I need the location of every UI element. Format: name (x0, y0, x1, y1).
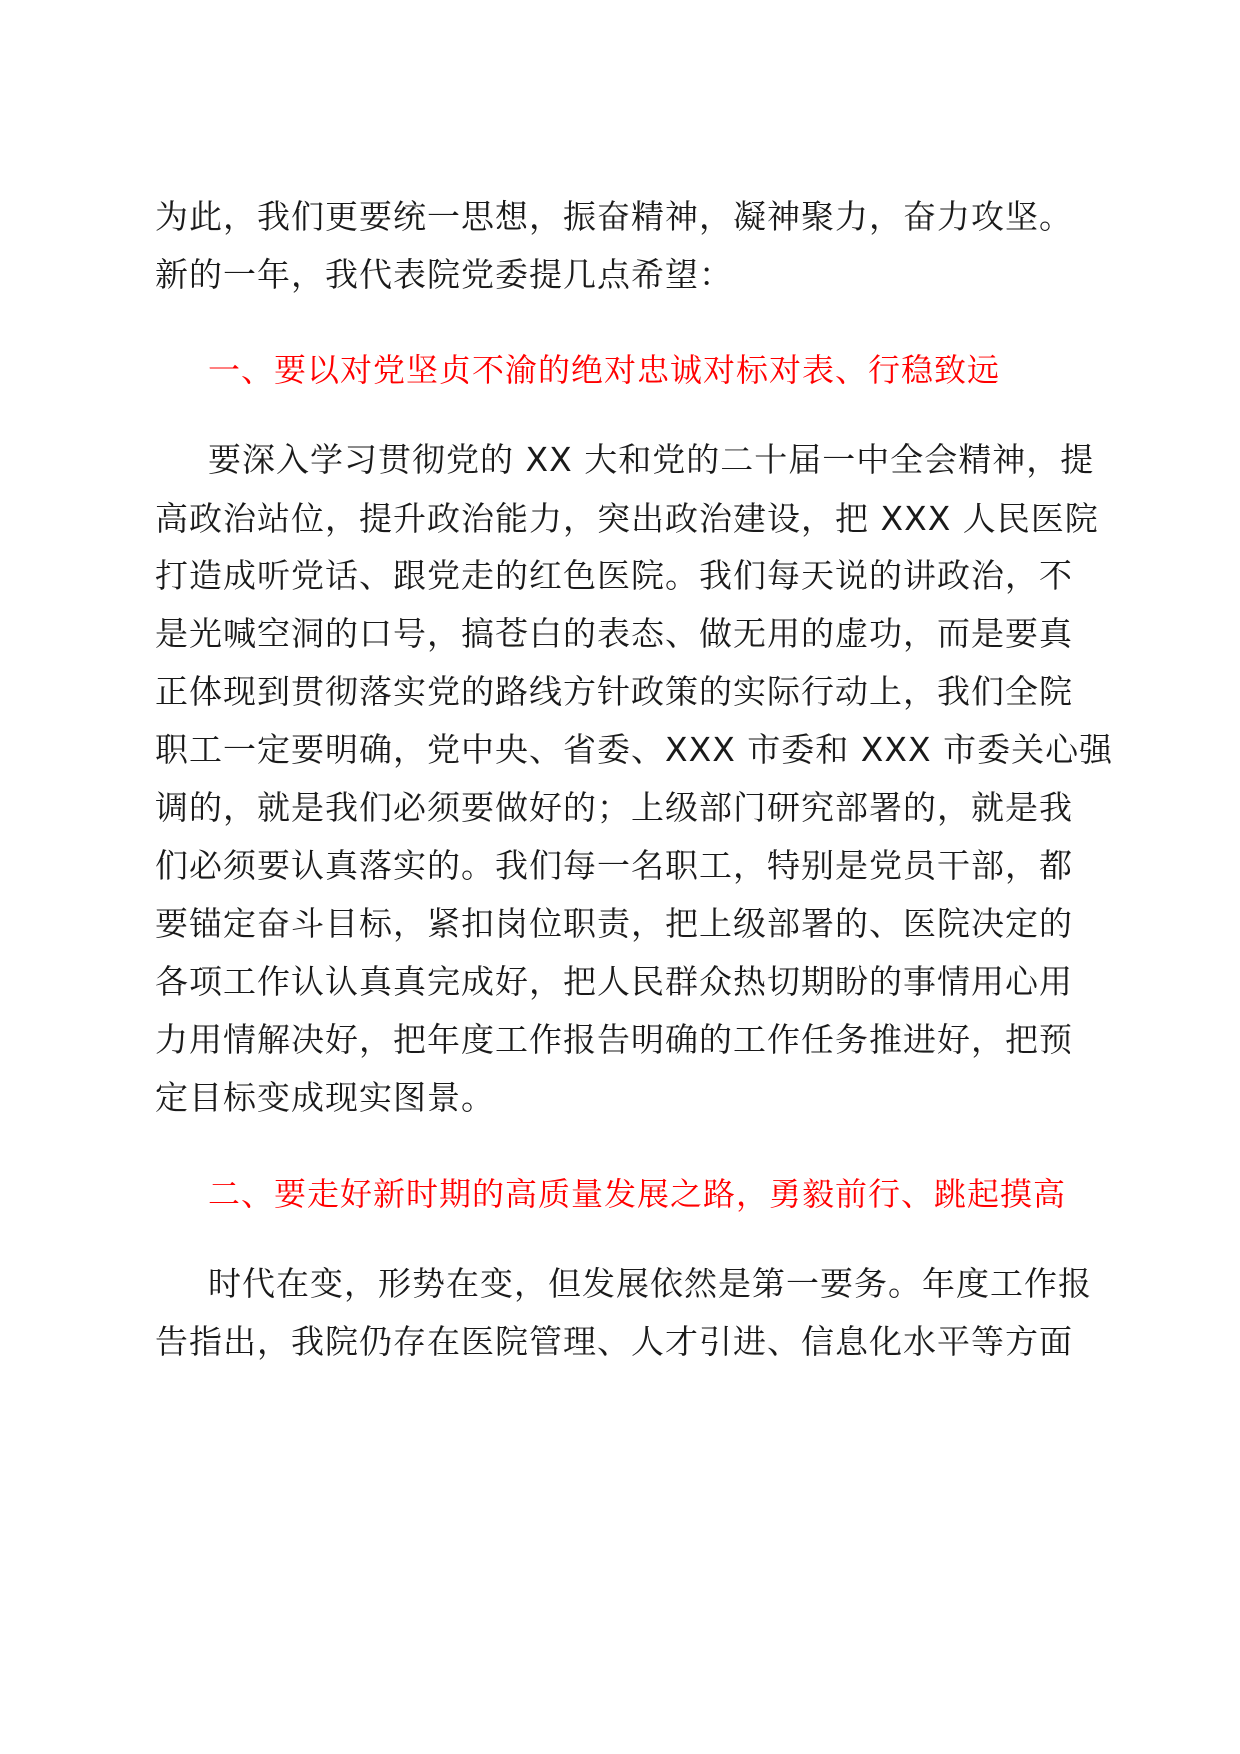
section-1-line: 力用情解决好，把年度工作报告明确的工作任务推进好，把预 (155, 1020, 1073, 1059)
intro-line-1: 为此，我们更要统一思想，振奋精神，凝神聚力，奋力攻坚。 (155, 197, 1073, 236)
section-1-line: 各项工作认认真真完成好，把人民群众热切期盼的事情用心用 (155, 962, 1073, 1001)
section-1-heading: 一、要以对党坚贞不渝的绝对忠诚对标对表、行稳致远 (208, 351, 1001, 389)
section-1-line: 职工一定要明确，党中央、省委、XXX 市委和 XXX 市委关心强 (155, 730, 1114, 769)
section-2-heading: 二、要走好新时期的高质量发展之路，勇毅前行、跳起摸高 (208, 1175, 1067, 1213)
section-1-line: 要深入学习贯彻党的 XX 大和党的二十届一中全会精神，提 (208, 440, 1095, 479)
intro-line-2: 新的一年，我代表院党委提几点希望： (155, 255, 733, 294)
section-1-line: 定目标变成现实图景。 (155, 1078, 495, 1117)
section-2-line: 告指出，我院仍存在医院管理、人才引进、信息化水平等方面 (155, 1322, 1073, 1361)
section-1-line: 们必须要认真落实的。我们每一名职工，特别是党员干部，都 (155, 846, 1073, 885)
section-1-line: 调的，就是我们必须要做好的；上级部门研究部署的，就是我 (155, 788, 1073, 827)
section-1-line: 打造成听党话、跟党走的红色医院。我们每天说的讲政治，不 (155, 556, 1073, 595)
section-1-line: 高政治站位，提升政治能力，突出政治建设，把 XXX 人民医院 (155, 499, 1099, 538)
section-1-line: 要锚定奋斗目标，紧扣岗位职责，把上级部署的、医院决定的 (155, 904, 1073, 943)
section-2-line: 时代在变，形势在变，但发展依然是第一要务。年度工作报 (208, 1264, 1092, 1303)
section-1-line: 正体现到贯彻落实党的路线方针政策的实际行动上，我们全院 (155, 672, 1073, 711)
section-1-line: 是光喊空洞的口号，搞苍白的表态、做无用的虚功，而是要真 (155, 614, 1073, 653)
